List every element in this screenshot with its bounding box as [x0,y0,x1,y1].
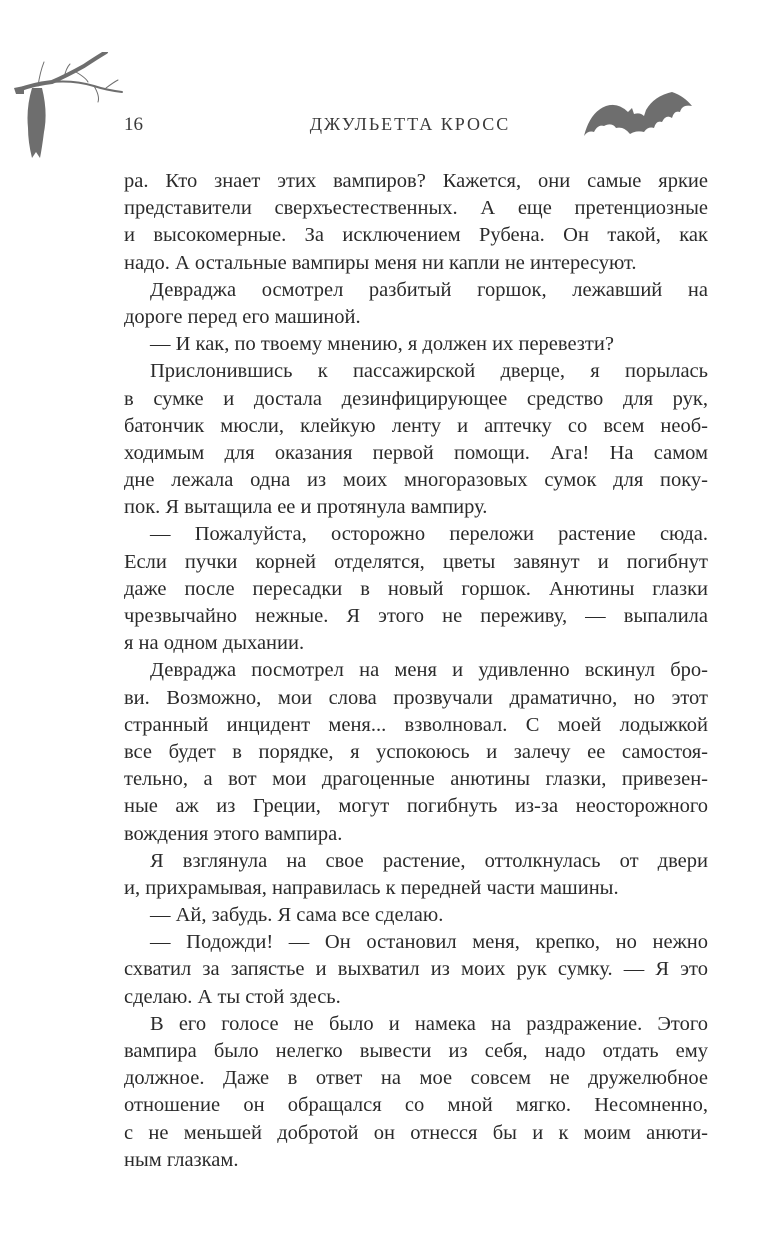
text-line: ви. Возможно, мои слова прозвучали драматично, но этот [124,686,708,709]
text-line: вампира было нелегко вывести из себя, надо отдать ему [124,1040,708,1062]
text-line: ходимым для оказания первой помощи. Ага! На самом [124,441,708,464]
text-line: В его голосе не было и намека на раздражение. Этого [150,1012,708,1035]
running-head-author: ДЖУЛЬЕТТА КРОСС [309,114,511,134]
text-line: в сумке и достала дезинфицирующее средство для рук, [124,387,708,410]
text-line: — Ай, забудь. Я сама все сделаю. [150,904,444,927]
text-line: Девраджа посмотрел на меня и удивленно вскинул бро- [150,659,708,682]
text-line: вождения этого вампира. [124,822,343,845]
text-line: ным глазкам. [124,1148,239,1171]
text-line: надо. А остальные вампиры меня ни капли не интересуют. [124,251,637,274]
text-line: должное. Даже в ответ на мое совсем не дружелюбное [124,1067,708,1090]
text-line: Я взглянула на свое растение, оттолкнулась от двери [150,849,708,872]
text-line: — Пожалуйста, осторожно переложи растение сюда. [150,523,708,546]
text-line: и высокомерные. За исключением Рубена. Он такой, как [124,224,708,247]
text-line: представители сверхъестественных. А еще претенциозные [124,197,708,220]
text-line: тельно, а вот мои драгоценные анютины глазки, привезен- [124,768,708,791]
text-line: даже после пересадки в новый горшок. Анютины глазки [124,577,708,600]
text-line: сделаю. А ты стой здесь. [124,985,341,1008]
text-line: пок. Я вытащила ее и протянула вампиру. [124,496,488,519]
text-line: странный инцидент меня... взволновал. С моей лодыжкой [124,713,708,736]
text-line: Если пучки корней отделятся, цветы завянут и погибнут [124,550,708,573]
text-line: отношение он обращался со мной мягко. Несомненно, [124,1094,708,1117]
text-line: я на одном дыхании. [124,632,305,655]
text-line: и, прихрамывая, направилась к передней части машины. [124,876,619,899]
text-line: ра. Кто знает этих вампиров? Кажется, они самые яркие [124,170,708,192]
text-line: схватил за запястье и выхватил из моих рук сумку. — Я это [124,958,708,981]
page-number: 16 [124,114,143,135]
text-line: Девраджа осмотрел разбитый горшок, лежавший на [150,278,708,301]
page-body-text [124,168,708,1174]
text-line: дороге перед его машиной. [124,305,361,328]
text-line: дне лежала одна из моих многоразовых сумок для поку- [124,469,708,492]
text-line: с не меньшей добротой он отнесся бы и к моим анюти- [124,1121,708,1144]
text-line: Прислонившись к пассажирской дверце, я порылась [150,360,708,383]
text-line: ные аж из Греции, могут погибнуть из-за неосторожного [124,795,708,818]
text-line: все будет в порядке, я успокоюсь и залечу ее самостоя- [124,740,708,763]
text-line: — Подожди! — Он остановил меня, крепко, но нежно [150,931,708,954]
text-line: чрезвычайно нежные. Я этого не переживу, — выпалила [124,605,708,627]
hanging-bat-on-branch-icon [14,52,126,164]
text-line: — И как, по твоему мнению, я должен их перевезти? [150,333,614,356]
text-line: батончик мюсли, клейкую ленту и аптечку со всем необ- [124,414,708,437]
